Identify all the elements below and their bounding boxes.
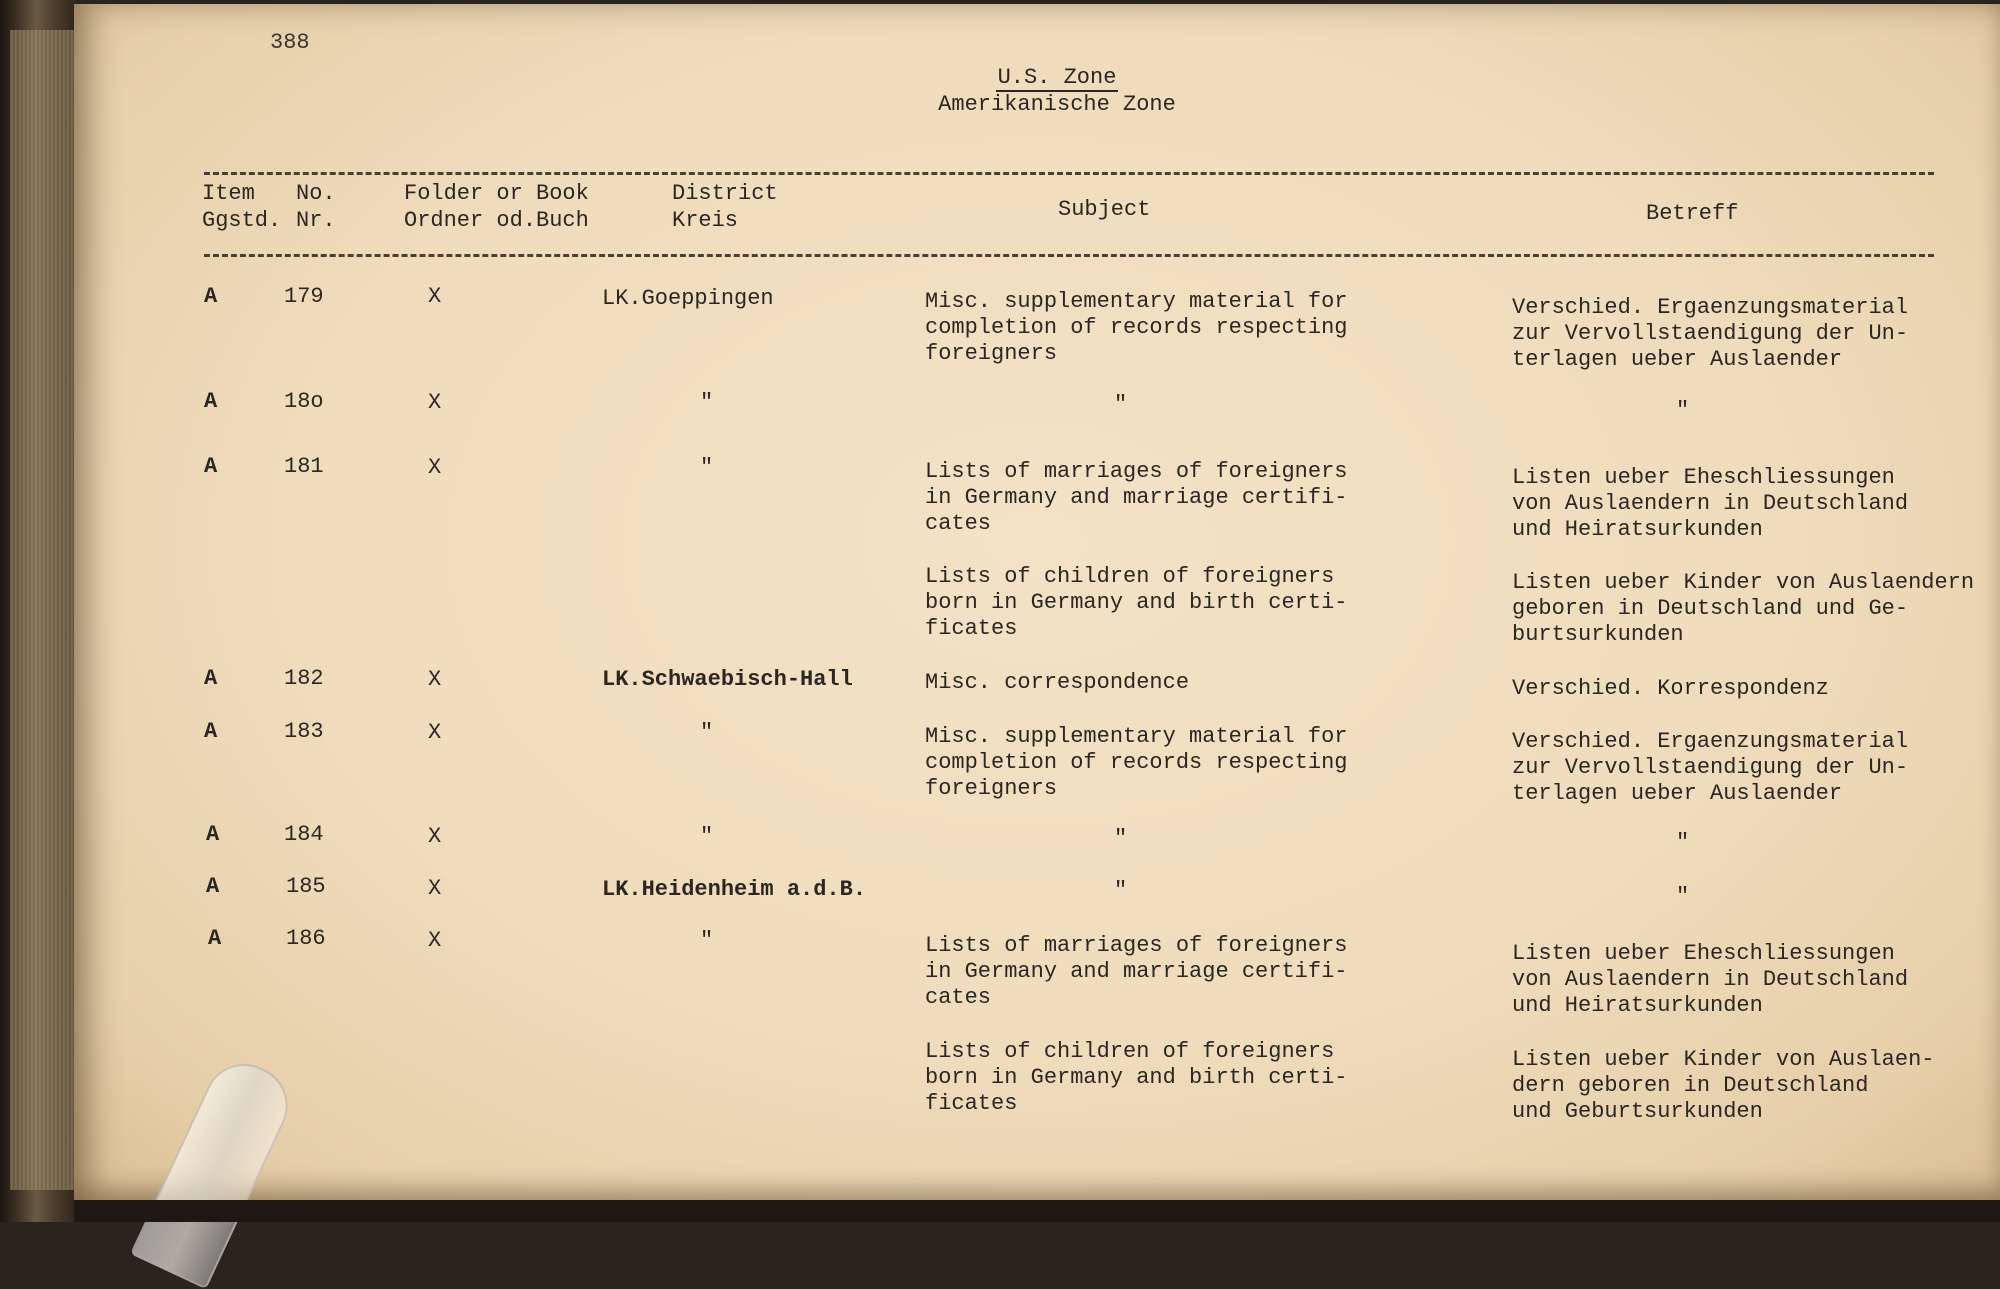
row-184-no: 184 (284, 822, 324, 847)
row-180-betreff: " (1676, 398, 1690, 423)
row-181-betreff-2: Listen ueber Kinder von Auslaendern geboren in Deutschland und Ge- burtsurkunden (1512, 570, 1975, 647)
row-180-folder: X (428, 390, 442, 415)
page-holder-clip (130, 1051, 301, 1289)
row-186-item: A (208, 926, 222, 951)
row-185-item: A (206, 874, 220, 899)
header-folder: Folder or Book Ordner od.Buch (404, 181, 589, 233)
row-179-folder: X (428, 284, 442, 309)
row-182-district: LK.Schwaebisch-Hall (602, 667, 853, 692)
row-184-item: A (206, 822, 220, 847)
row-179-betreff: Verschied. Ergaenzungsmaterial zur Vervollstaendigung der Un- terlagen ueber Auslaender (1512, 295, 1909, 372)
row-184-subject: " (1114, 826, 1128, 851)
row-179-district: LK.Goeppingen (602, 286, 774, 311)
row-180-district: " (700, 390, 714, 415)
bottom-shadow (74, 1200, 2000, 1222)
header-rule-top (204, 172, 1934, 175)
row-181-item: A (204, 454, 218, 479)
row-181-subject-2: Lists of children of foreigners born in Germany and birth certi- ficates (925, 564, 1348, 641)
row-186-folder: X (428, 928, 442, 953)
row-185-no: 185 (286, 874, 326, 899)
header-district: District Kreis (672, 181, 778, 233)
page-number: 388 (270, 30, 310, 55)
header-no: No. Nr. (296, 181, 336, 233)
row-186-betreff-2: Listen ueber Kinder von Auslaen- dern geboren in Deutschland und Geburtsurkunden (1512, 1047, 1935, 1124)
row-181-folder: X (428, 455, 442, 480)
row-179-no: 179 (284, 284, 324, 309)
row-184-district: " (700, 824, 714, 849)
row-182-folder: X (428, 667, 442, 692)
zone-title: U.S. Zone (997, 65, 1117, 90)
row-183-district: " (700, 720, 714, 745)
row-181-district: " (700, 455, 714, 480)
row-179-item: A (204, 284, 218, 309)
row-186-subject-2: Lists of children of foreigners born in Germany and birth certi- ficates (925, 1039, 1348, 1116)
row-184-betreff: " (1676, 830, 1690, 855)
row-185-folder: X (428, 876, 442, 901)
document-page (74, 4, 2000, 1202)
row-185-betreff: " (1676, 884, 1690, 909)
row-185-subject: " (1114, 878, 1128, 903)
row-186-district: " (700, 928, 714, 953)
row-182-betreff: Verschied. Korrespondenz (1512, 676, 1829, 701)
row-181-subject: Lists of marriages of foreigners in Germany and marriage certifi- cates (925, 459, 1348, 536)
row-180-item: A (204, 389, 218, 414)
row-184-folder: X (428, 824, 442, 849)
zone-title-german: Amerikanische Zone (938, 92, 1176, 117)
row-186-betreff: Listen ueber Eheschliessungen von Auslaendern in Deutschland und Heiratsurkunden (1512, 941, 1909, 1018)
header-betreff: Betreff (1646, 201, 1739, 226)
row-180-subject: " (1114, 392, 1128, 417)
row-181-no: 181 (284, 454, 324, 479)
row-186-no: 186 (286, 926, 326, 951)
header-item: Item Ggstd. (202, 181, 282, 233)
row-179-subject: Misc. supplementary material for completion of records respecting foreigners (925, 289, 1348, 366)
row-180-no: 18o (284, 389, 324, 414)
row-182-subject: Misc. correspondence (925, 670, 1190, 695)
header-rule-bottom (204, 254, 1934, 257)
row-183-folder: X (428, 720, 442, 745)
row-186-subject: Lists of marriages of foreigners in Germany and marriage certifi- cates (925, 933, 1348, 1010)
row-181-betreff: Listen ueber Eheschliessungen von Auslaendern in Deutschland und Heiratsurkunden (1512, 465, 1909, 542)
row-182-item: A (204, 666, 218, 691)
row-183-item: A (204, 719, 218, 744)
row-185-district: LK.Heidenheim a.d.B. (602, 877, 867, 902)
row-183-betreff: Verschied. Ergaenzungsmaterial zur Vervollstaendigung der Un- terlagen ueber Auslaender (1512, 729, 1909, 806)
page-stack (10, 30, 80, 1190)
row-182-no: 182 (284, 666, 324, 691)
row-183-subject: Misc. supplementary material for completion of records respecting foreigners (925, 724, 1348, 801)
row-183-no: 183 (284, 719, 324, 744)
header-subject: Subject (1058, 197, 1151, 222)
